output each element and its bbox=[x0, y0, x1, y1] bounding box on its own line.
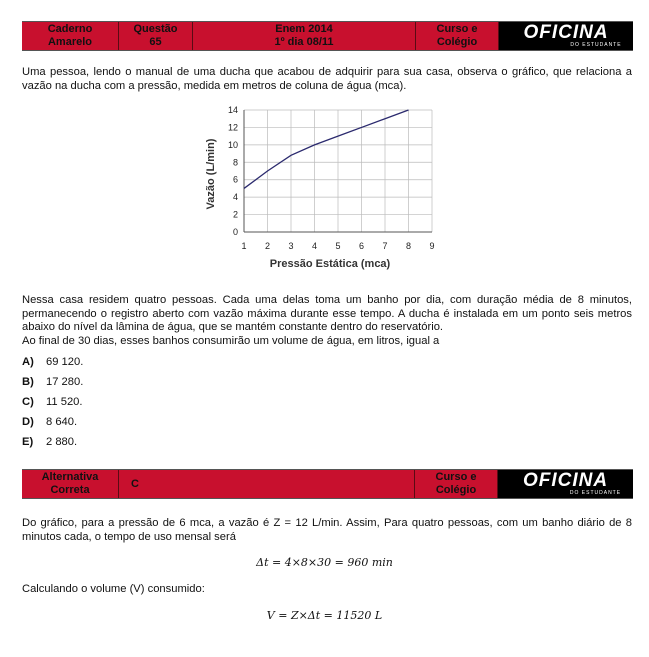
exam-label: Enem 2014 bbox=[275, 23, 333, 35]
curso2-line2: Colégio bbox=[435, 484, 477, 496]
exam-cell bbox=[193, 22, 416, 50]
question-body-text: Nessa casa residem quatro pessoas. Cada uma delas toma um banho por dia, com duração média de 8 minutos, permanecendo o registro aberto com vazão máxima durante esse tempo. A ducha é instalada em um ponto seis metros abaixo do nível da lâmina de água, que se mantém constante dentro do reservatório. bbox=[22, 294, 632, 333]
answer-cell bbox=[119, 470, 415, 498]
curso-cell-2 bbox=[415, 470, 498, 498]
option-letter: D) bbox=[22, 416, 34, 428]
x-tick-label: 6 bbox=[358, 241, 365, 251]
y-tick-label: 0 bbox=[232, 227, 238, 237]
caderno-label: Caderno bbox=[47, 23, 93, 35]
alternativa-line2: Correta bbox=[50, 484, 90, 496]
option-letter: E) bbox=[22, 436, 34, 448]
option-text: 8 640. bbox=[46, 416, 78, 428]
logo-text-2: OFICINA bbox=[522, 470, 609, 491]
alternativa-line1: Alternativa bbox=[41, 471, 99, 483]
caderno-value: Amarelo bbox=[47, 36, 93, 48]
oficina-logo bbox=[499, 22, 633, 50]
correct-answer: C bbox=[131, 477, 139, 490]
answer-option bbox=[22, 356, 83, 368]
flow-pressure-chart bbox=[196, 100, 446, 272]
chart-series bbox=[244, 110, 409, 188]
y-tick-label: 6 bbox=[232, 174, 238, 185]
oficina-logo-2 bbox=[498, 470, 633, 498]
questao-cell bbox=[119, 22, 193, 50]
questao-value: 65 bbox=[149, 36, 162, 48]
y-axis-label: Vazão (L/min) bbox=[205, 138, 217, 210]
curso-cell bbox=[416, 22, 499, 50]
logo-subtext-2: DO ESTUDANTE bbox=[569, 490, 622, 496]
y-tick-label: 12 bbox=[227, 122, 238, 133]
question-header bbox=[22, 21, 633, 51]
x-tick-label: 5 bbox=[335, 241, 341, 251]
x-tick-label: 8 bbox=[405, 241, 412, 251]
exam-date: 1º dia 08/11 bbox=[274, 36, 334, 48]
answer-option bbox=[22, 436, 77, 448]
option-text: 2 880. bbox=[46, 436, 78, 448]
answer-option bbox=[22, 376, 83, 388]
curso-line2: Colégio bbox=[436, 36, 478, 48]
x-tick-label: 3 bbox=[288, 241, 294, 251]
y-tick-label: 4 bbox=[232, 192, 238, 203]
option-letter: C) bbox=[22, 396, 34, 408]
questao-label: Questão bbox=[133, 23, 178, 35]
question-body bbox=[22, 294, 632, 348]
option-text: 17 280. bbox=[46, 376, 84, 388]
alternativa-cell bbox=[22, 470, 119, 498]
x-tick-label: 4 bbox=[311, 241, 318, 251]
option-letter: A) bbox=[22, 356, 34, 368]
solution-volume-text: Calculando o volume (V) consumido: bbox=[22, 583, 205, 595]
x-tick-label: 1 bbox=[241, 241, 247, 251]
logo-text: OFICINA bbox=[523, 22, 609, 43]
x-tick-label: 2 bbox=[264, 241, 271, 251]
option-text: 11 520. bbox=[46, 396, 83, 408]
answer-header bbox=[22, 469, 633, 499]
logo-subtext: DO ESTUDANTE bbox=[570, 42, 622, 48]
caderno-cell bbox=[22, 22, 119, 50]
equation-time: Δt = 4×8×30 = 960 min bbox=[256, 556, 393, 569]
y-tick-label: 14 bbox=[227, 105, 238, 115]
series-line bbox=[244, 110, 409, 188]
option-letter: B) bbox=[22, 376, 34, 388]
solution-text: Do gráfico, para a pressão de 6 mca, a vazão é Z = 12 L/min. Assim, Para quatro pessoas, com um banho diário de 8 minutos cada, o tempo de uso mensal será bbox=[22, 517, 632, 543]
answer-option bbox=[22, 416, 77, 428]
equation-volume: V = Z×Δt = 11520 L bbox=[266, 609, 383, 622]
x-tick-label: 9 bbox=[429, 241, 435, 251]
option-text: 69 120. bbox=[46, 356, 84, 368]
chart-grid bbox=[244, 110, 432, 232]
curso-line1: Curso e bbox=[436, 23, 478, 35]
question-prompt: Ao final de 30 dias, esses banhos consumirão um volume de água, em litros, igual a bbox=[22, 334, 440, 347]
y-tick-label: 8 bbox=[232, 157, 238, 168]
y-tick-label: 2 bbox=[232, 209, 238, 220]
x-tick-label: 7 bbox=[382, 241, 388, 251]
curso2-line1: Curso e bbox=[435, 471, 477, 483]
question-intro: Uma pessoa, lendo o manual de uma ducha que acabou de adquirir para sua casa, observa o gráfico, que relaciona a vazão na ducha com a pressão, medida em metros de coluna de água (mca). bbox=[22, 66, 632, 92]
x-axis-label: Pressão Estática (mca) bbox=[269, 258, 391, 270]
answer-option bbox=[22, 396, 83, 408]
y-tick-label: 10 bbox=[227, 139, 238, 150]
